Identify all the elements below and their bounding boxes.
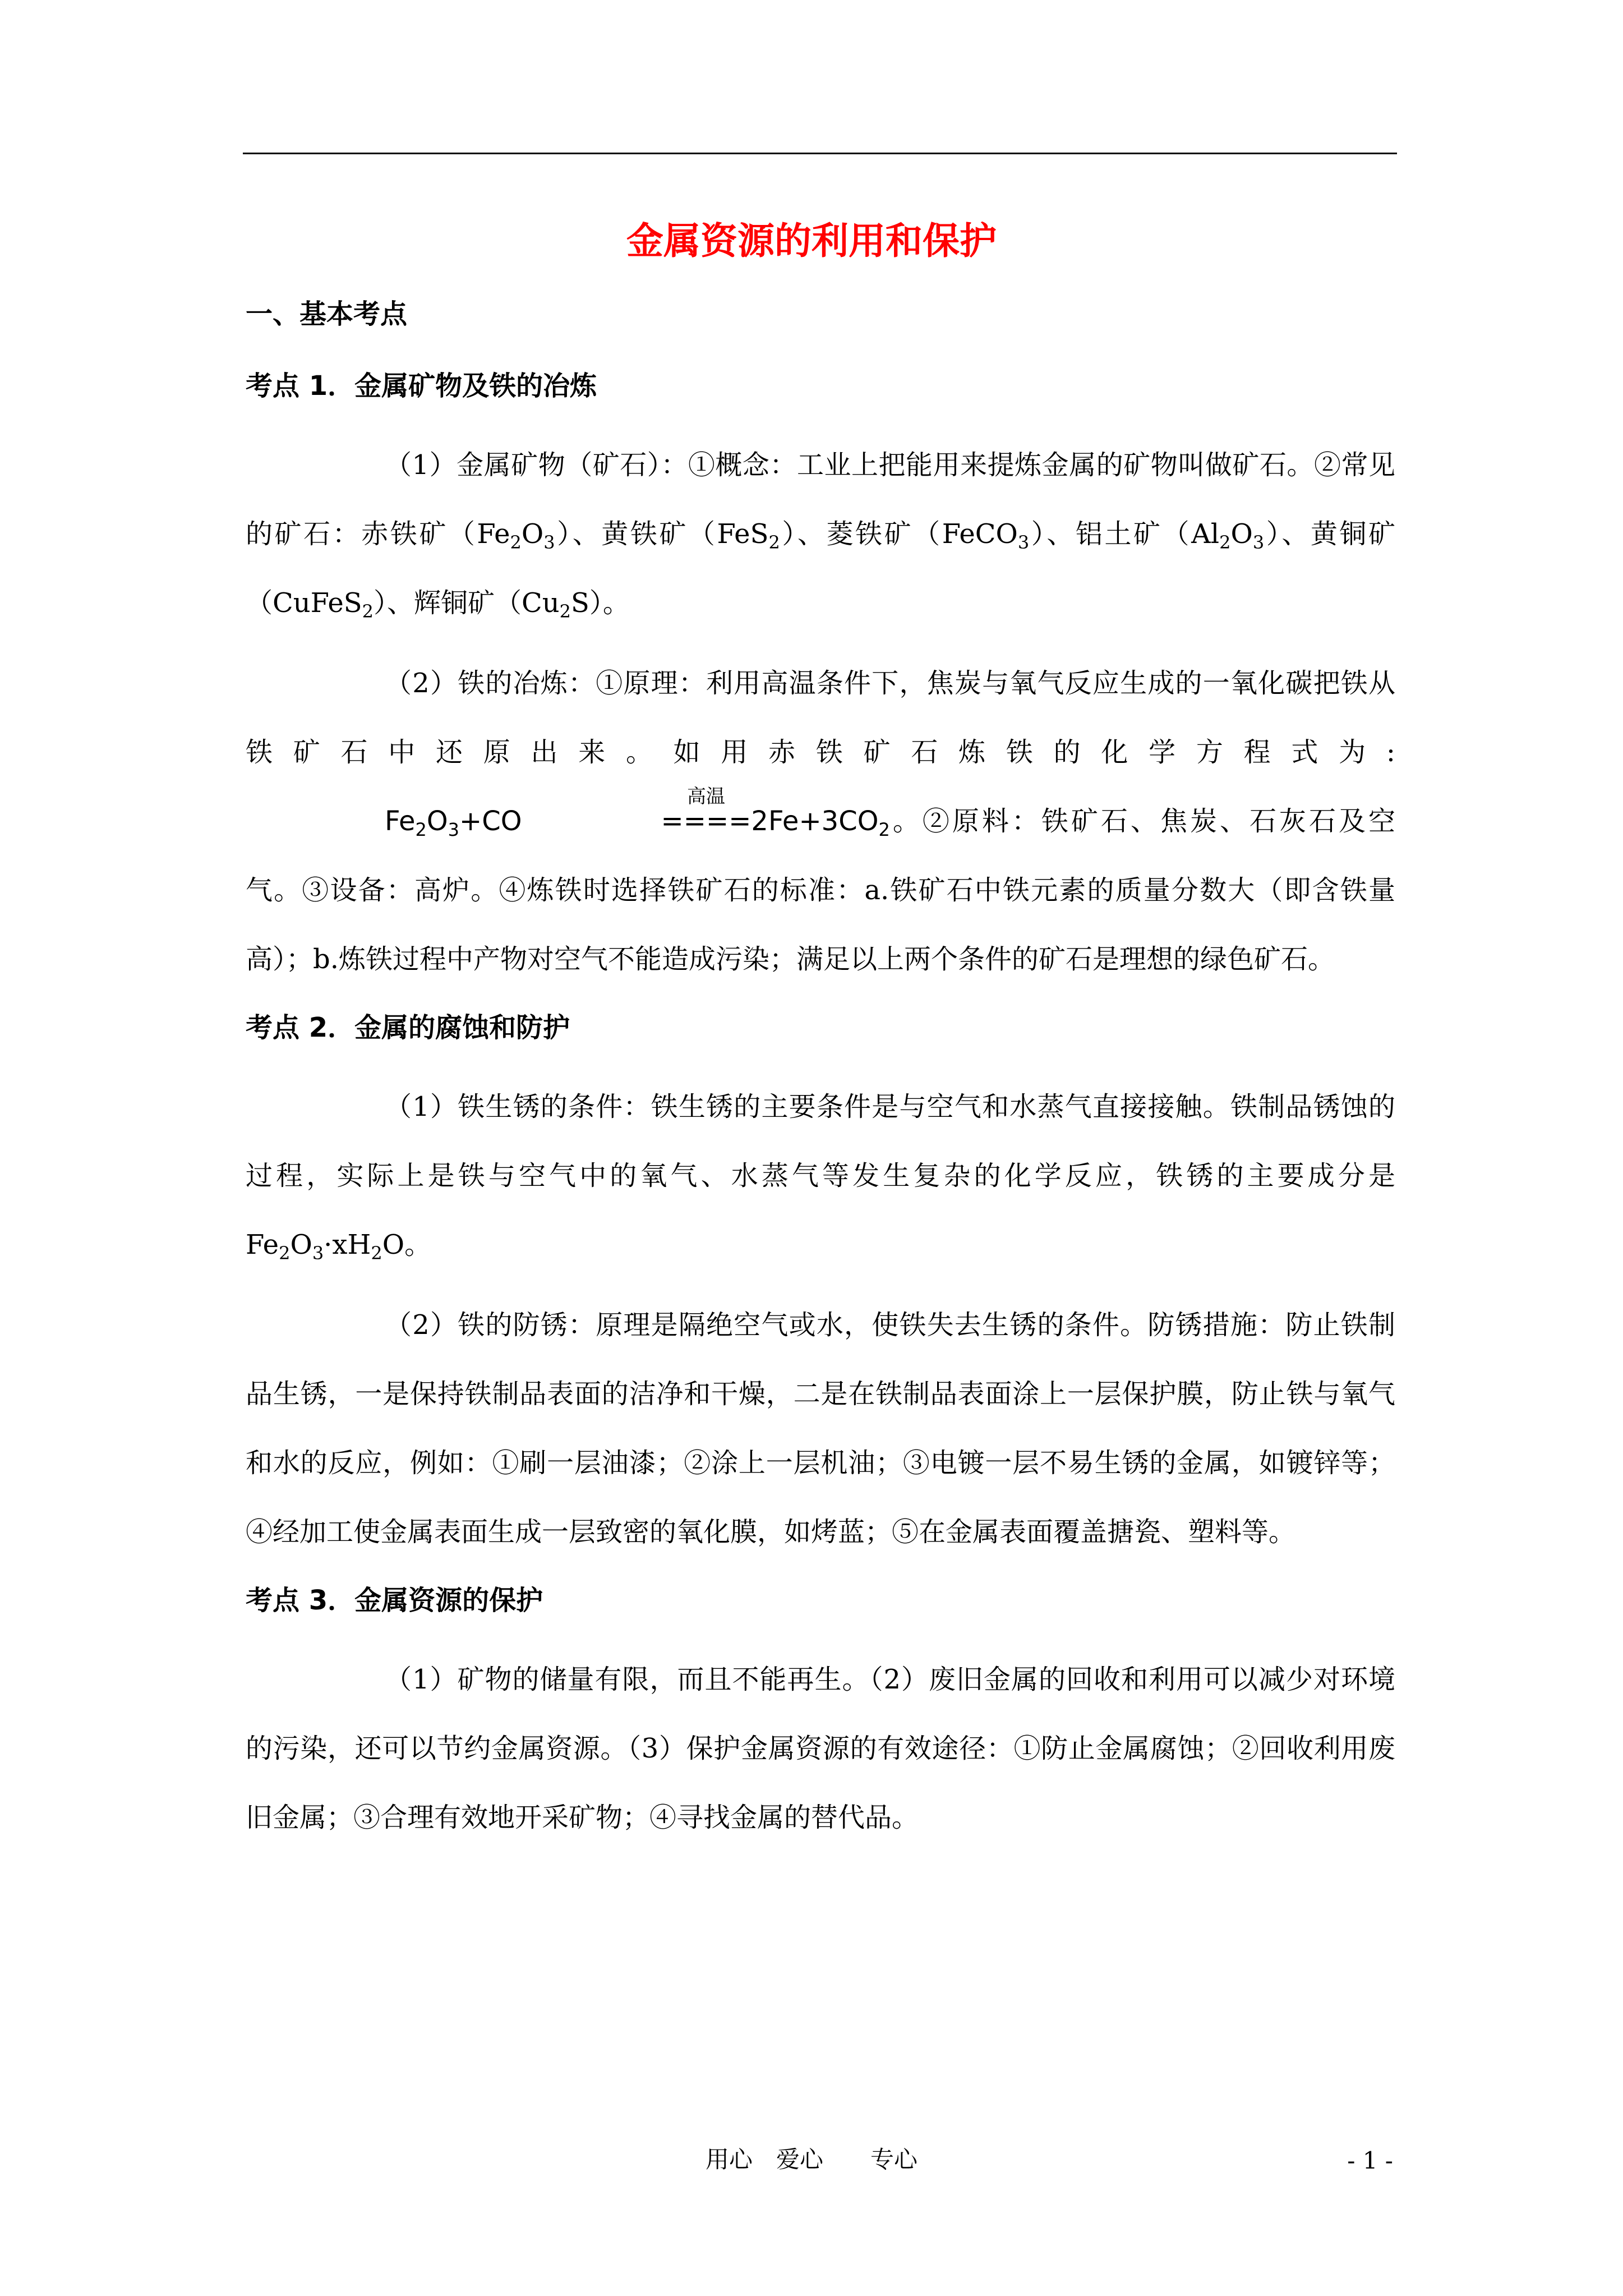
header-rule: [243, 153, 1397, 154]
kaodian-2-paragraph-1: （1）铁生锈的条件：铁生锈的主要条件是与空气和水蒸气直接接触。铁制品锈蚀的过程，实际上是铁与空气中的氧气、水蒸气等发生复杂的化学反应，铁锈的主要成分是$Fe_2O_3\cdot xH_2O$。: [246, 1091, 1395, 1264]
kaodian-3-paragraph-1: （1）矿物的储量有限，而且不能再生。（2）废旧金属的回收和利用可以减少对环境的污染，还可以节约金属资源。（3）保护金属资源的有效途径：①防止金属腐蚀；②回收利用废旧金属；③合理有效地开采矿物；④寻找金属的替代品。: [246, 1664, 1395, 1833]
reaction-condition: 高温: [686, 785, 725, 808]
document-body: [246, 292, 1395, 1852]
kaodian-2-paragraph-2: （2）铁的防锈：原理是隔绝空气或水，使铁失去生锈的条件。防锈措施：防止铁制品生锈，一是保持铁制品表面的洁净和干燥，二是在铁制品表面涂上一层保护膜，防止铁与氧气和水的反应，例如：①刷一层油漆；②涂上一层机油；③电镀一层不易生锈的金属，如镀锌等；④经加工使金属表面生成一层致密的氧化膜，如烤蓝；⑤在金属表面覆盖搪瓷、塑料等。: [246, 1309, 1395, 1548]
reaction-condition-arrow: 高温 ====: [522, 787, 751, 856]
kaodian-1-heading: 考点 1．金属矿物及铁的冶炼: [246, 370, 597, 402]
kaodian-1-paragraph-1: （1）金属矿物（矿石）：①概念：工业上把能用来提炼金属的矿物叫做矿石。②常见的矿石：赤铁矿$(Fe_2O_3)$、黄铁矿（FeS$_2$）、菱铁矿（FeCO$_3$）、铝土矿$(Al_2O_3)$、黄铜矿（CuFeS$_2$）、辉铜矿$(Cu_2S)$。: [246, 449, 1395, 622]
kaodian-3-heading: 考点 3．金属资源的保护: [246, 1585, 543, 1616]
document-title: 金属资源的利用和保护: [626, 219, 997, 263]
kaodian-1-paragraph-2: （2）铁的冶炼：①原理：利用高温条件下，焦炭与氧气反应生成的一氧化碳把铁从铁矿石中还原出来。如用赤铁矿石炼铁的化学方程式为$:Fe_2O_3+CO$ 高温 $====2Fe+3CO_2$。②原料：铁矿石、焦炭、石灰石及空气。③设备：高炉。④炼铁时选择铁矿石的标准：a.铁矿石中铁元素的质量分数大（即含铁量高）；b.炼铁过程中产物对空气不能造成污染；满足以上两个条件的矿石是理想的绿色矿石。: [246, 668, 1395, 975]
smelting-equation: $Fe_2O_3+CO$ 高温 $====2Fe+3CO_2$: [246, 787, 890, 856]
section-heading: 一、基本考点: [246, 298, 408, 330]
footer-motto: 用心 爱心 专心: [705, 2146, 917, 2173]
page-number: - 1 -: [1347, 2147, 1393, 2174]
kaodian-2-heading: 考点 2．金属的腐蚀和防护: [246, 1012, 570, 1043]
